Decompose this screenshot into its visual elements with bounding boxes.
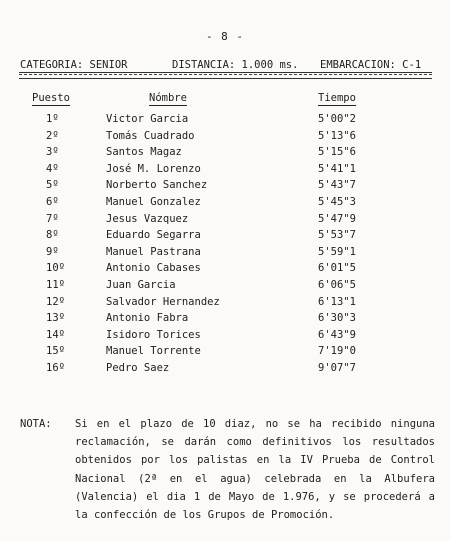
table-row	[0, 246, 450, 263]
results-table	[0, 113, 450, 379]
column-header-puesto: Puesto	[32, 92, 70, 104]
column-header-tiempo: Tiempo	[318, 92, 356, 104]
name-cell: Antonio Fabra	[106, 312, 189, 325]
position-cell: 2º	[46, 129, 59, 142]
time-cell: 9'07"7	[318, 361, 356, 374]
name-cell: Santos Magaz	[106, 146, 182, 159]
nota-label: NOTA:	[20, 418, 52, 430]
table-row	[0, 130, 450, 147]
position-cell: 11º	[46, 278, 65, 291]
time-cell: 5'45"3	[318, 195, 356, 208]
name-cell: Manuel Pastrana	[106, 245, 201, 258]
position-cell: 7º	[46, 212, 59, 225]
time-cell: 6'30"3	[318, 312, 356, 325]
table-row	[0, 229, 450, 246]
name-cell: José M. Lorenzo	[106, 162, 201, 175]
table-row	[0, 196, 450, 213]
table-row	[0, 329, 450, 346]
table-row	[0, 146, 450, 163]
time-cell: 5'41"1	[318, 162, 356, 175]
table-row	[0, 279, 450, 296]
position-cell: 12º	[46, 295, 65, 308]
boat-class-label: EMBARCACION: C-1	[320, 59, 422, 71]
position-cell: 6º	[46, 195, 59, 208]
table-row	[0, 113, 450, 130]
position-cell: 10º	[46, 262, 65, 275]
time-cell: 5'15"6	[318, 146, 356, 159]
table-row	[0, 345, 450, 362]
name-cell: Salvador Hernandez	[106, 295, 220, 308]
distance-label: DISTANCIA: 1.000 ms.	[172, 59, 299, 71]
position-cell: 4º	[46, 162, 59, 175]
name-cell: Isidoro Torices	[106, 328, 201, 341]
position-cell: 13º	[46, 312, 65, 325]
name-cell: Manuel Torrente	[106, 345, 201, 358]
position-cell: 9º	[46, 245, 59, 258]
category-label: CATEGORIA: SENIOR	[20, 59, 128, 71]
page-number: - 8 -	[205, 30, 245, 43]
time-cell: 5'00"2	[318, 113, 356, 125]
position-cell: 8º	[46, 229, 59, 242]
table-row	[0, 262, 450, 279]
time-cell: 5'47"9	[318, 212, 356, 225]
table-row	[0, 179, 450, 196]
position-cell: 14º	[46, 328, 65, 341]
table-row	[0, 213, 450, 230]
position-cell: 16º	[46, 361, 65, 374]
time-cell: 5'59"1	[318, 245, 356, 258]
time-cell: 6'06"5	[318, 278, 356, 291]
name-cell: Norberto Sanchez	[106, 179, 208, 192]
position-cell: 3º	[46, 146, 59, 159]
name-cell: Juan Garcia	[106, 278, 176, 291]
table-row	[0, 163, 450, 180]
table-row	[0, 312, 450, 329]
table-row	[0, 362, 450, 379]
name-cell: Tomás Cuadrado	[106, 129, 195, 142]
time-cell: 5'53"7	[318, 229, 356, 242]
name-cell: Manuel Gonzalez	[106, 195, 201, 208]
name-cell: Antonio Cabases	[106, 262, 201, 275]
nota-text: Si en el plazo de 10 diaz, no se ha recibido ninguna reclamación, se darán como definitivos los resultados obtenidos por los palistas en la IV Prueba de Control Nacional (2ª en el agua) celebrada en la Albufera (Valencia) el dia 1 de Mayo de 1.976, y se procederá a la confección de los Grupos de Promoción.	[75, 418, 435, 522]
time-cell: 5'13"6	[318, 129, 356, 142]
time-cell: 6'01"5	[318, 262, 356, 275]
column-header-nombre: Nómbre	[149, 92, 187, 104]
time-cell: 6'13"1	[318, 295, 356, 308]
position-cell: 1º	[46, 113, 59, 125]
position-cell: 15º	[46, 345, 65, 358]
name-cell: Victor Garcia	[106, 113, 189, 125]
header-double-rule	[19, 72, 432, 79]
time-cell: 7'19"0	[318, 345, 356, 358]
table-row	[0, 296, 450, 313]
time-cell: 5'43"7	[318, 179, 356, 192]
name-cell: Eduardo Segarra	[106, 229, 201, 242]
name-cell: Jesus Vazquez	[106, 212, 189, 225]
position-cell: 5º	[46, 179, 59, 192]
name-cell: Pedro Saez	[106, 361, 170, 374]
time-cell: 6'43"9	[318, 328, 356, 341]
